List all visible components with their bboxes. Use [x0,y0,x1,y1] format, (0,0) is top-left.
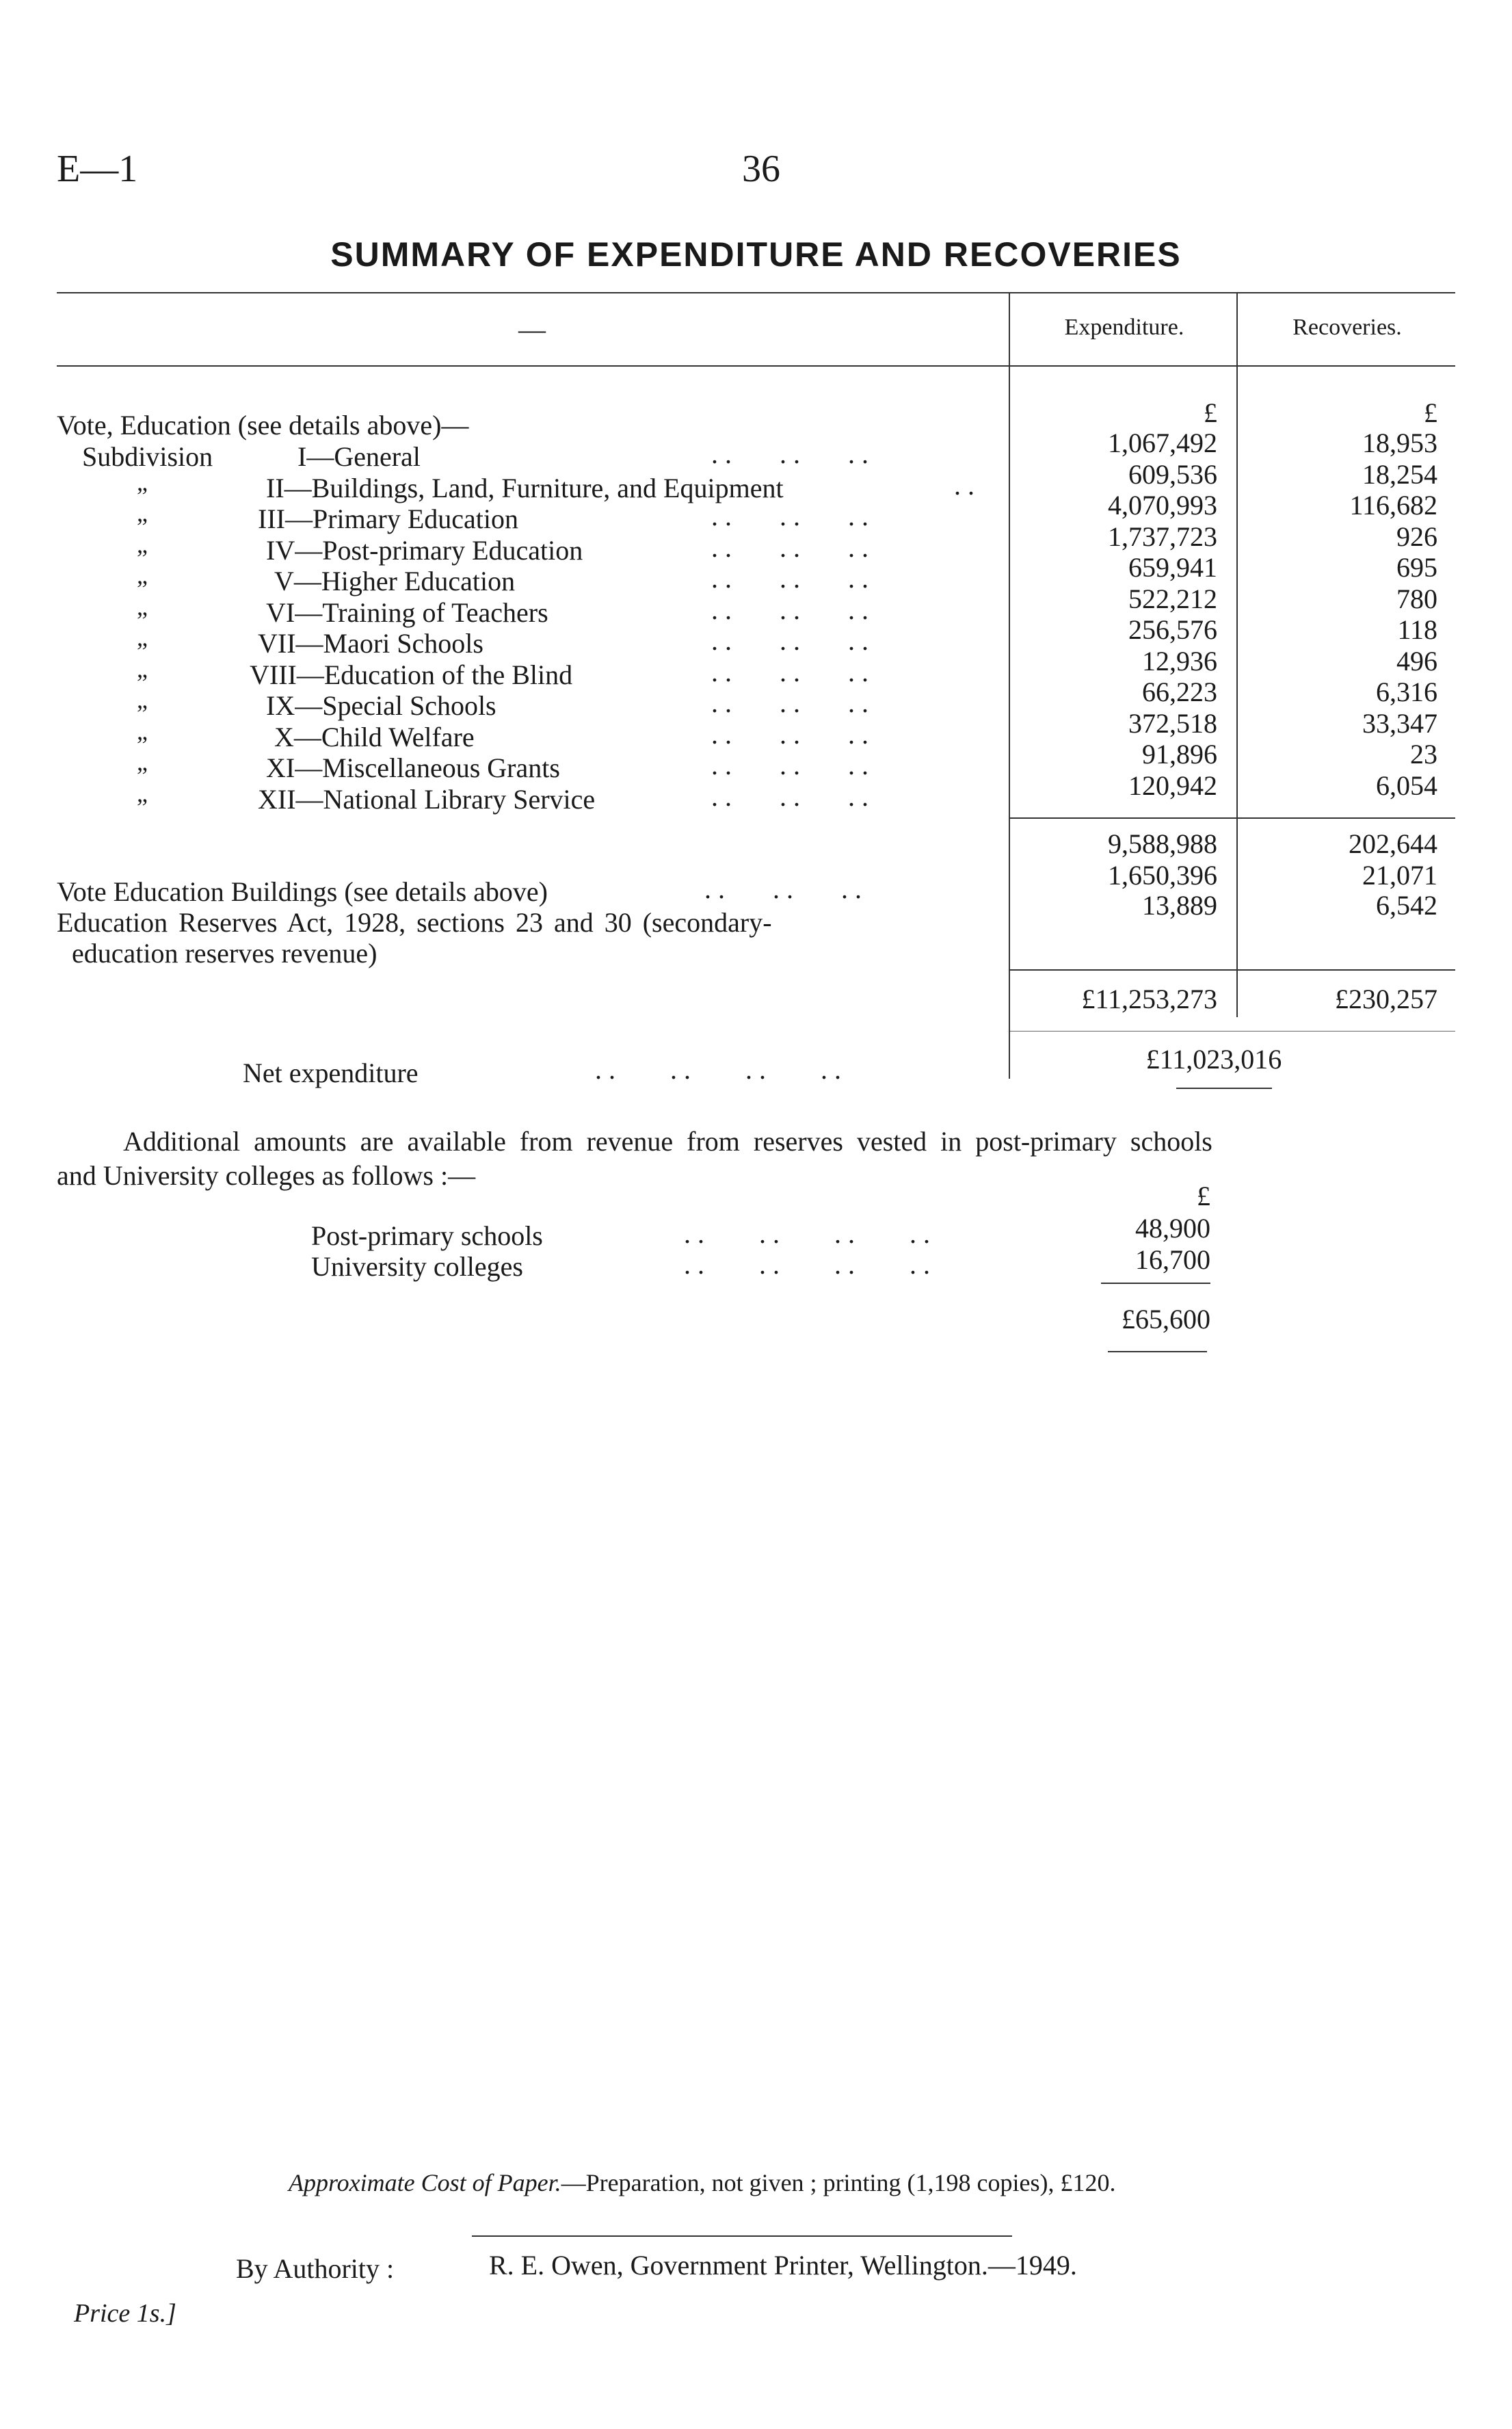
price-label: Price [74,2299,131,2328]
ditto-mark: ” [137,638,148,665]
additional-line2: and University colleges as follows :— [57,1160,476,1191]
additional-line1: Additional amounts are available from revenue from reserves vested in post-primary schools [123,1126,1212,1157]
subdivision-expenditure: 1,067,492 [1108,428,1217,458]
recoveries-currency: £ [1424,397,1437,428]
expenditure-column-header: Expenditure. [1064,315,1184,340]
leader-dots: . . . . . . [711,687,868,718]
net-expenditure-label: Net expenditure [243,1058,419,1088]
subtotal-expenditure: 9,588,988 [1108,828,1217,859]
net-underline [1176,1088,1272,1089]
leader-dots: . . . . . . [711,718,868,750]
post-primary-label: Post-primary schools [311,1220,543,1251]
price-value: 1s.] [136,2299,176,2328]
reserves-act-recoveries: 6,542 [1376,890,1437,921]
subdivision-recoveries: 118 [1397,614,1437,645]
net-expenditure-value: £11,023,016 [1145,1044,1282,1075]
description-header-dash: — [518,314,546,345]
ditto-mark: ” [137,544,148,572]
additional-total-underline [1108,1351,1207,1352]
table-header-rule [57,365,1455,367]
column-divider-left [1009,292,1010,1079]
subdivision-expenditure: 372,518 [1128,707,1217,739]
subdivision-row-label: IV—Post-primary Education [266,534,583,566]
vote-buildings-recoveries: 21,071 [1362,860,1437,891]
subdivision-recoveries: 18,254 [1362,458,1437,490]
authority-label: By Authority : [236,2253,395,2284]
subdivision-recoveries: 496 [1396,645,1437,677]
total-recoveries: £230,257 [1335,984,1437,1014]
ditto-mark: ” [137,731,148,759]
subdivision-row-label: VIII—Education of the Blind [250,659,573,690]
post-primary-value: 48,900 [1135,1213,1210,1244]
reserves-act-label-line1: Education Reserves Act, 1928, sections 23 and 30 (secondary- [57,907,772,938]
recoveries-column-header: Recoveries. [1292,315,1402,340]
subdivision-row-label: VII—Maori Schools [258,628,483,659]
vote-buildings-label: Vote Education Buildings (see details above) [57,876,548,907]
ditto-mark: ” [137,575,148,603]
subdivision-label: Subdivision [82,441,213,472]
subdivision-expenditure: 522,212 [1128,583,1217,614]
price-note [74,2298,176,2328]
subdivision-recoveries: 926 [1396,521,1437,552]
subdivision-row-label: VI—Training of Teachers [266,596,548,628]
subdivision-row-label: IX—Special Schools [266,690,496,721]
ditto-mark: ” [137,482,148,510]
authority-rule [472,2235,1012,2237]
subdivision-recoveries: 6,054 [1376,770,1437,801]
page-title: SUMMARY OF EXPENDITURE AND RECOVERIES [330,235,1182,274]
total-rule [1010,969,1455,971]
ditto-mark: ” [137,793,148,821]
vote-heading: Vote, Education (see details above)— [57,410,469,441]
leader-dots: . . . . . . [704,874,862,904]
leader-dots: . . . . . . [711,656,868,687]
cost-note [289,2168,1116,2197]
subdivision-recoveries: 780 [1396,583,1437,614]
leader-dots: . . . . . . [711,625,868,656]
subdivision-row-label: III—Primary Education [258,503,518,534]
subdivision-expenditure: 659,941 [1128,552,1217,583]
subdivision-recoveries: 33,347 [1362,707,1437,739]
leader-dots: . . . . . . . . [684,1218,930,1249]
authority-name: R. E. Owen, Government Printer, Wellington.—1949. [489,2250,1077,2281]
leader-dots: . . . . . . . . [684,1249,930,1280]
subdivision-recoveries: 116,682 [1349,490,1437,521]
vote-buildings-expenditure: 1,650,396 [1108,860,1217,891]
subdivision-expenditure: 256,576 [1128,614,1217,645]
total-expenditure: £11,253,273 [1081,984,1217,1014]
university-value: 16,700 [1135,1244,1210,1275]
column-divider-right [1236,292,1238,1017]
page-number: 36 [742,148,780,190]
table-top-rule [57,292,1455,293]
subdivision-recoveries: 695 [1396,552,1437,583]
subdivision-row-label: I—General [297,441,421,472]
subdivision-recoveries: 6,316 [1376,677,1437,707]
additional-currency: £ [1197,1181,1210,1211]
subtotal-recoveries: 202,644 [1349,828,1437,859]
subdivision-expenditure: 609,536 [1128,458,1217,490]
subdivision-expenditure: 91,896 [1142,739,1217,770]
subdivision-row-label: II—Buildings, Land, Furniture, and Equipment [266,472,784,503]
subdivision-row-label: XII—National Library Service [258,783,596,815]
subtotal-rule [1010,817,1455,819]
ditto-mark: ” [137,513,148,540]
section-code: E—1 [57,148,138,190]
cost-note-italic: Approximate Cost of Paper. [289,2169,561,2196]
ditto-mark: ” [137,668,148,696]
leader-dots: . . . . . . [711,531,868,563]
expenditure-currency: £ [1204,397,1217,428]
subdivision-expenditure: 1,737,723 [1108,521,1217,552]
reserves-act-label-line2: education reserves revenue) [72,938,377,969]
leader-dots: . . . . . . [711,501,868,531]
university-label: University colleges [311,1251,523,1282]
ditto-mark: ” [137,762,148,789]
leader-dots: . . . . . . [711,750,868,780]
additional-total: £65,600 [1122,1304,1210,1335]
subdivision-row-label: V—Higher Education [274,566,516,596]
leader-dots: . . . . . . [711,563,868,594]
ditto-mark: ” [137,606,148,634]
reserves-act-expenditure: 13,889 [1142,890,1217,921]
leader-dots: . . . . . . [711,594,868,625]
subdivision-expenditure: 66,223 [1142,677,1217,707]
leader-dots: . . . . . . [711,438,868,469]
subdivision-expenditure: 120,942 [1128,770,1217,801]
additional-total-rule [1101,1283,1210,1284]
subdivision-recoveries: 23 [1410,739,1437,770]
leader-dots: . . [954,469,974,501]
total-underline [1010,1031,1455,1032]
subdivision-row-label: X—Child Welfare [274,721,475,752]
subdivision-expenditure: 4,070,993 [1108,490,1217,521]
subdivision-row-label: XI—Miscellaneous Grants [266,752,560,783]
leader-dots: . . . . . . [711,780,868,812]
ditto-mark: ” [137,700,148,727]
leader-dots: . . . . . . . . [595,1054,841,1085]
cost-note-rest: —Preparation, not given ; printing (1,198 copies), £120. [561,2169,1116,2196]
subdivision-recoveries: 18,953 [1362,428,1437,458]
subdivision-expenditure: 12,936 [1142,645,1217,677]
